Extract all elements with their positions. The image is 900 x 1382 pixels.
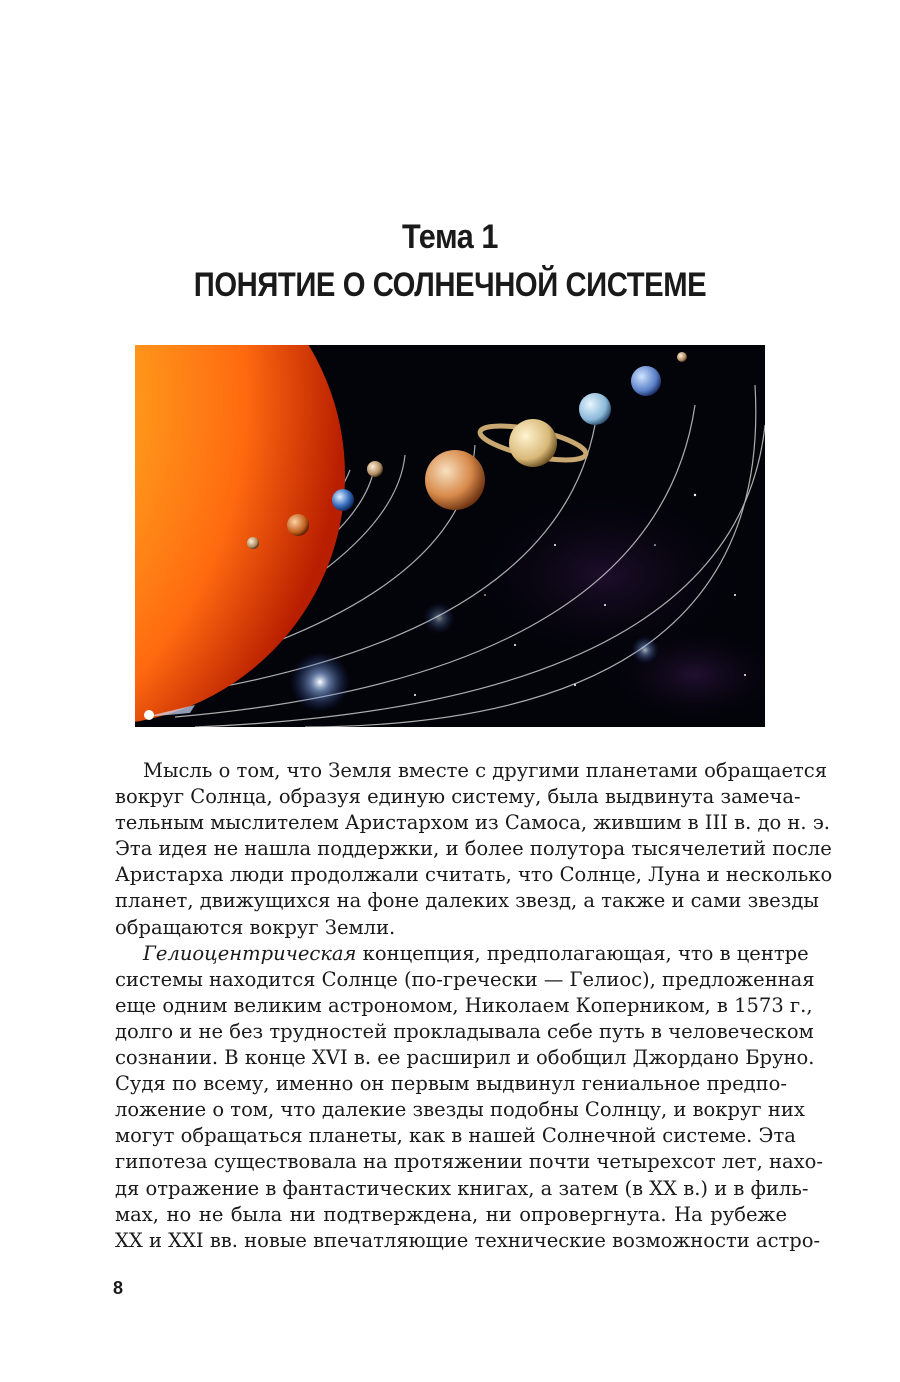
text-line: мах, но не была ни подтверждена, ни опровергнута. На рубеже: [115, 1202, 787, 1226]
planet-earth: [332, 489, 354, 511]
planet-mercury: [247, 537, 259, 549]
text-line: могут обращаться планеты, как в нашей Солнечной системе. Эта: [115, 1124, 796, 1148]
text-line: ложение о том, что далекие звезды подобны Солнцу, и вокруг них: [115, 1098, 805, 1122]
text-line: еще одним великим астрономом, Николаем Коперником, в 1573 г.,: [115, 993, 813, 1017]
star-glow: [290, 652, 350, 712]
text-line: тельным мыслителем Аристархом из Самоса, жившим в III в. до н. э.: [115, 811, 830, 835]
text-line: вокруг Солнца, образуя единую систему, была выдвинута замеча-: [115, 785, 801, 809]
planet-venus: [287, 514, 309, 536]
solar-system-illustration: [135, 345, 765, 727]
text-line: XX и XXI вв. новые впечатляющие технические возможности астро-: [115, 1228, 821, 1252]
text-line: дя отражение в фантастических книгах, а затем (в XX в.) и в филь-: [115, 1176, 809, 1200]
text-line: планет, движущихся на фоне далеких звезд, а также и сами звезды: [115, 889, 819, 913]
planet-uranus: [579, 393, 611, 425]
page-number: 8: [113, 1278, 124, 1298]
body-text: [115, 758, 833, 1254]
planet-pluto: [677, 352, 687, 362]
planet-neptune: [631, 366, 661, 396]
text-line: системы находится Солнце (по-гречески — Гелиос), предложенная: [115, 967, 815, 991]
solar-system-image: [135, 345, 765, 727]
planet-mars: [367, 461, 383, 477]
text-line: гипотеза существовала на протяжении почти четырехсот лет, нахо-: [115, 1150, 823, 1174]
text-line: Мысль о том, что Земля вместе с другими планетами обращается: [143, 759, 828, 782]
text-line: обращаются вокруг Земли.: [115, 915, 396, 939]
paragraph-1: [115, 758, 833, 941]
topic-heading: Тема 1: [402, 218, 498, 256]
text-line: Эта идея не нашла поддержки, и более полутора тысячелетий после: [115, 837, 832, 861]
text-line: [115, 941, 809, 967]
text-line: Судя по всему, именно он первым выдвинул гениальное предпо-: [115, 1072, 787, 1096]
text-line: Аристарха люди продолжали считать, что Солнце, Луна и несколько: [115, 863, 833, 887]
text-line: долго и не без трудностей прокладывала себе путь в человеческом: [115, 1019, 814, 1043]
planet-jupiter: [425, 450, 485, 510]
text-line: сознании. В конце XVI в. ее расширил и обобщил Джордано Бруно.: [115, 1046, 815, 1070]
emphasis-term: Гелиоцентрическая: [143, 941, 357, 965]
chapter-title: ПОНЯТИЕ О СОЛНЕЧНОЙ СИСТЕМЕ: [193, 266, 707, 304]
text-fragment: концепция, предполагающая, что в центре: [356, 941, 809, 965]
paragraph-2: [115, 941, 823, 1254]
